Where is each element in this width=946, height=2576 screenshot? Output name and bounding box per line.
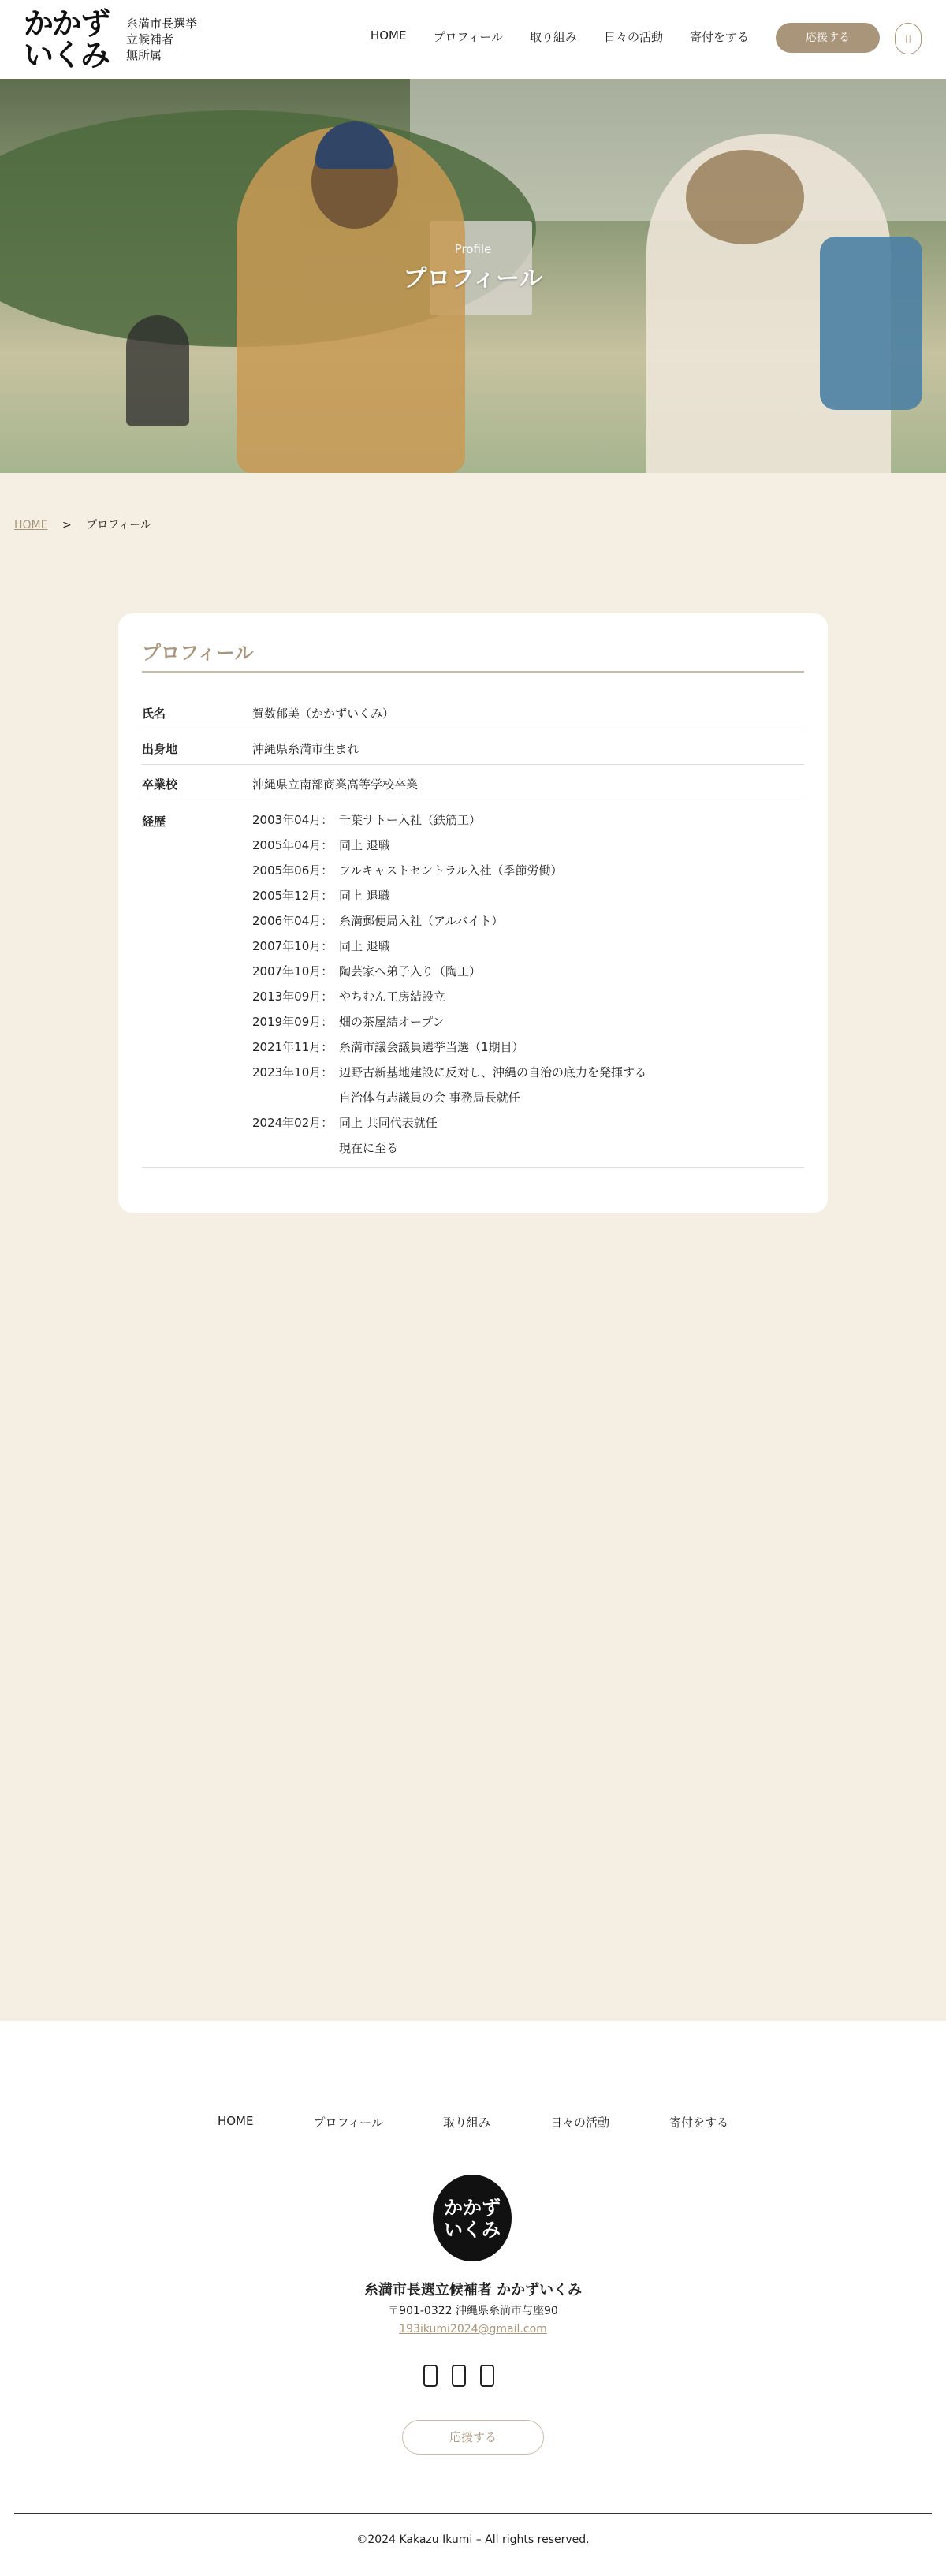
hero-title: プロフィール <box>403 265 543 293</box>
footer-logo[interactable] <box>433 2175 512 2261</box>
footer-nav-home[interactable]: HOME <box>217 2114 254 2128</box>
site-header <box>0 0 946 79</box>
main-nav <box>371 28 749 45</box>
career-text: 同上 退職 <box>339 837 390 852</box>
footer-email-link[interactable]: 193ikumi2024@gmail.com <box>399 2323 547 2336</box>
footer-nav <box>0 2114 946 2131</box>
support-button[interactable]: 応援する <box>776 23 880 53</box>
x-icon[interactable] <box>452 2365 466 2387</box>
profile-row <box>142 694 804 729</box>
career-date: 2013年09月： <box>252 989 333 1004</box>
site-logo[interactable] <box>24 8 112 73</box>
profile-label: 出身地 <box>142 742 178 756</box>
hero-subtitle: Profile <box>454 242 492 256</box>
career-text: 同上 退職 <box>339 888 390 903</box>
career-item <box>252 1084 804 1109</box>
career-item <box>252 1109 804 1135</box>
hero-banner <box>0 79 946 473</box>
career-text: 同上 退職 <box>339 938 390 953</box>
career-date: 2023年10月： <box>252 1064 333 1079</box>
career-item <box>252 933 804 958</box>
candidate-subtitle <box>126 16 197 63</box>
breadcrumb-home[interactable]: HOME <box>14 519 48 531</box>
profile-label: 氏名 <box>142 706 166 721</box>
career-date: 2003年04月： <box>252 812 333 827</box>
career-row <box>142 800 804 1168</box>
nav-activities[interactable]: 日々の活動 <box>603 30 663 44</box>
copyright: ©2024 Kakazu Ikumi – All rights reserved. <box>356 2533 590 2546</box>
social-links <box>423 2365 494 2387</box>
subtitle-line: 糸満市長選挙 <box>126 17 198 31</box>
hero-candidate <box>236 126 465 473</box>
career-date: 2021年11月： <box>252 1039 333 1054</box>
hero-interviewer-head <box>686 150 804 244</box>
footer-nav-profile[interactable]: プロフィール <box>313 2116 383 2130</box>
career-date: 2019年09月： <box>252 1014 333 1029</box>
footer-nav-initiatives[interactable]: 取り組み <box>442 2116 490 2130</box>
career-item <box>252 1034 804 1059</box>
career-item <box>252 1135 804 1160</box>
breadcrumb-separator: > <box>61 519 72 531</box>
career-item <box>252 983 804 1008</box>
career-item <box>252 1059 804 1084</box>
career-date: 2005年12月： <box>252 888 333 903</box>
footer-candidate-name: 糸満市長選立候補者 かかずいくみ <box>363 2282 583 2298</box>
career-text: 陶芸家へ弟子入り（陶工） <box>339 964 482 979</box>
career-item <box>252 1008 804 1034</box>
menu-icon: ▯ <box>905 32 911 45</box>
profile-heading: プロフィール <box>142 637 804 673</box>
profile-value: 賀数郁美（かかずいくみ） <box>252 706 395 721</box>
footer-nav-donate[interactable]: 寄付をする <box>669 2116 729 2130</box>
profile-value: 沖縄県糸満市生まれ <box>252 742 359 756</box>
footer-address: 〒901-0322 沖縄県糸満市与座90 <box>388 2305 558 2317</box>
hero-background-person <box>126 315 189 426</box>
footer-logo-text: かかず いくみ <box>444 2197 501 2241</box>
career-item <box>252 908 804 933</box>
career-date: 2006年04月： <box>252 913 333 928</box>
career-label: 経歴 <box>142 815 166 829</box>
career-text: 千葉サトー入社（鉄筋工） <box>339 812 482 827</box>
footer-divider <box>14 2513 932 2514</box>
logo-text: かかず いくみ <box>24 6 110 73</box>
footer-nav-activities[interactable]: 日々の活動 <box>550 2116 610 2130</box>
nav-initiatives[interactable]: 取り組み <box>529 30 577 44</box>
nav-donate[interactable]: 寄付をする <box>689 30 749 44</box>
career-text: 糸満市議会議員選挙当選（1期目） <box>339 1039 524 1054</box>
career-text: やちむん工房結設立 <box>339 989 446 1004</box>
career-list <box>252 807 804 1160</box>
career-date: 2005年04月： <box>252 837 333 852</box>
career-text: 糸満郵便局入社（アルバイト） <box>339 913 504 928</box>
profile-row <box>142 729 804 765</box>
profile-card <box>118 613 828 1213</box>
footer-support-button[interactable]: 応援する <box>402 2420 544 2455</box>
career-item <box>252 958 804 983</box>
career-date: 2007年10月： <box>252 938 333 953</box>
instagram-icon[interactable] <box>423 2365 438 2387</box>
career-text: 畑の茶屋結オープン <box>339 1014 445 1029</box>
career-item <box>252 832 804 857</box>
breadcrumb-current: プロフィール <box>86 519 151 531</box>
career-text: 辺野古新基地建設に反対し、沖縄の自治の底力を発揮する <box>339 1064 647 1079</box>
facebook-icon[interactable] <box>480 2365 494 2387</box>
nav-home[interactable]: HOME <box>370 28 407 43</box>
subtitle-line: 立候補者 <box>126 32 174 47</box>
career-item <box>252 882 804 908</box>
career-date: 2005年06月： <box>252 863 333 878</box>
site-footer <box>0 2021 946 2576</box>
menu-button[interactable] <box>895 23 922 54</box>
career-text: フルキャストセントラル入社（季節労働） <box>339 863 563 878</box>
career-date: 2024年02月： <box>252 1115 333 1130</box>
profile-table <box>142 694 804 1168</box>
profile-row <box>142 765 804 800</box>
career-text: 現在に至る <box>339 1140 399 1155</box>
career-item <box>252 857 804 882</box>
breadcrumb <box>14 516 151 532</box>
nav-profile[interactable]: プロフィール <box>433 30 503 44</box>
career-text: 自治体有志議員の会 事務局長就任 <box>339 1090 520 1105</box>
career-item <box>252 807 804 832</box>
career-date: 2007年10月： <box>252 964 333 979</box>
career-text: 同上 共同代表就任 <box>339 1115 438 1130</box>
subtitle-line: 無所属 <box>126 48 162 62</box>
profile-value: 沖縄県立南部商業高等学校卒業 <box>252 777 419 792</box>
profile-label: 卒業校 <box>142 777 178 792</box>
